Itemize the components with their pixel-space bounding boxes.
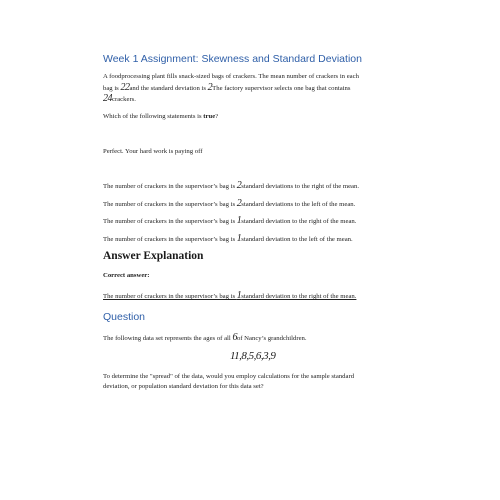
answer-text: The number of crackers in the supervisor’s bag is	[103, 293, 237, 300]
answer-text: standard deviation to the right of the mean.	[241, 293, 357, 300]
question-text	[103, 332, 307, 345]
option-text: standard deviations to the left of the mean.	[241, 201, 356, 208]
question-prompt	[103, 111, 218, 123]
children-count: 6	[232, 332, 237, 343]
option-text: standard deviations to the right of the mean.	[241, 183, 360, 190]
prompt-text: ?	[215, 113, 219, 120]
count-value: 24	[103, 93, 112, 104]
question-heading: Question	[103, 311, 146, 323]
mean-value: 22	[120, 82, 130, 93]
assignment-title: Week 1 Assignment: Skewness and Standard Deviation	[103, 53, 362, 65]
problem-line-3	[103, 93, 136, 106]
answer-option[interactable]	[103, 180, 359, 193]
answer-option[interactable]	[103, 198, 355, 211]
option-text: The number of crackers in the supervisor’s bag is	[103, 236, 237, 243]
data-set: 11,8,5,6,3,9	[230, 350, 276, 362]
correct-answer-text	[103, 290, 356, 303]
problem-text: crackers.	[112, 96, 136, 103]
problem-text: bag is	[103, 85, 121, 92]
question-text-part: of Nancy’s grandchildren.	[236, 335, 307, 342]
option-text: The number of crackers in the supervisor’s bag is	[103, 218, 237, 225]
answer-number: 1	[236, 290, 242, 301]
option-number: 2	[236, 180, 242, 191]
sd-value: 2	[207, 82, 213, 93]
answer-option[interactable]	[103, 233, 353, 246]
explanation-heading: Answer Explanation	[103, 250, 204, 262]
option-text: The number of crackers in the supervisor’s bag is	[103, 183, 237, 190]
problem-line-1: A foodprocessing plant fills snack-sized bags of crackers. The mean number of crackers in each	[103, 73, 359, 80]
option-number: 1	[236, 233, 242, 244]
option-number: 1	[236, 215, 242, 226]
question-ask-line-1: To determine the "spread" of the data, would you employ calculations for the sample standard	[103, 373, 355, 380]
problem-text: and the standard deviation is	[129, 85, 208, 92]
option-text: The number of crackers in the supervisor’s bag is	[103, 201, 237, 208]
correct-answer-label: Correct answer:	[103, 272, 150, 279]
option-number: 2	[236, 198, 242, 209]
prompt-emphasis: true	[203, 113, 216, 120]
option-text: standard deviation to the right of the mean.	[241, 218, 357, 225]
feedback-message: Perfect. Your hard work is paying off	[103, 148, 203, 155]
question-ask-line-2: deviation, or population standard deviation for this data set?	[103, 383, 264, 390]
question-text-part: The following data set represents the ages of all	[103, 335, 233, 342]
problem-text: The factory supervisor selects one bag that contains	[212, 85, 351, 92]
answer-option[interactable]	[103, 215, 356, 228]
problem-line-2	[103, 82, 351, 95]
prompt-text: Which of the following statements is	[103, 113, 204, 120]
option-text: standard deviation to the left of the mean.	[241, 236, 353, 243]
